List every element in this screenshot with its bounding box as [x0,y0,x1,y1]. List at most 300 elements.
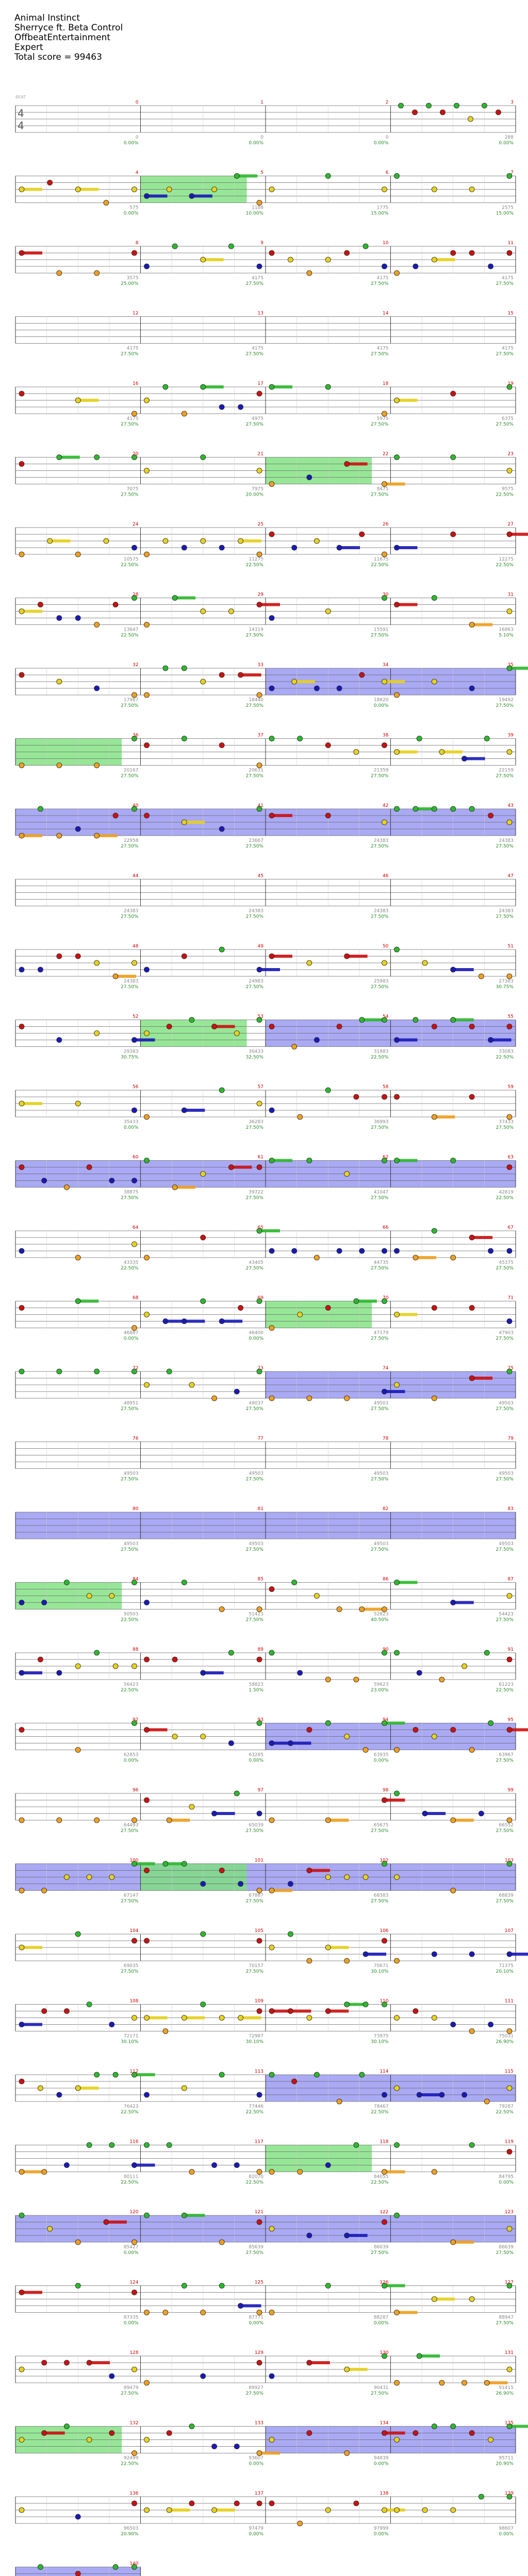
measure-score: 15591 [373,627,389,633]
measure-multiplier: 27.50% [245,2250,263,2256]
measure-multiplier: 27.50% [496,1828,514,1834]
measure-score: 64493 [123,1823,139,1828]
measure-number: 76 [133,1436,139,1442]
note-gem [413,2431,418,2436]
measure-score: 21359 [373,768,389,773]
measure-multiplier: 22.50% [371,2110,389,2115]
note-gem [257,1811,262,1816]
measure-number: 89 [257,1647,263,1652]
note-gem [394,2213,400,2218]
measure-multiplier: 0.00% [499,2180,514,2185]
sustain-tail [397,1581,418,1584]
note-gem [94,455,100,460]
note-gem [359,2072,365,2077]
note-gem [19,391,24,396]
note-gem [382,743,387,748]
note-gem [359,672,365,677]
note-gem [257,763,262,768]
measure-score: 37433 [499,1120,514,1125]
measure-score: 49503 [123,1541,139,1547]
note-gem [469,1094,474,1099]
measure-multiplier: 27.50% [371,1406,389,1412]
note-gem [269,250,274,256]
measure-number: 52 [133,1014,139,1020]
sustain-tail [147,195,168,198]
note-gem [109,1178,114,1183]
sustain-tail [434,2298,455,2301]
note-gem [469,2297,474,2302]
note-gem [228,1650,234,1655]
measure-multiplier: 27.50% [496,1406,514,1412]
note-gem [75,1931,80,1937]
measure-multiplier: 0.00% [249,2320,263,2326]
measure-multiplier: 27.50% [496,1477,514,1482]
note-gem [144,2015,150,2021]
measure-number: 126 [380,2280,389,2285]
measure-score: 7975 [252,486,263,492]
note-gem [19,2079,24,2084]
note-gem [19,1888,24,1893]
note-gem [307,1158,312,1163]
sustain-tail [472,623,492,626]
note-gem [189,1382,194,1387]
measure-score: 3575 [126,276,139,281]
note-gem [19,552,24,557]
measure-multiplier: 27.50% [121,914,139,920]
note-gem [87,1875,92,1880]
note-gem [451,455,456,460]
measure-number: 51 [507,944,514,949]
measure-score: 19492 [499,698,514,703]
measure-number: 40 [133,803,139,808]
measure-multiplier: 0.00% [373,2461,389,2467]
note-gem [144,264,150,269]
measure-number: 21 [257,451,263,457]
measure-score: 79287 [499,2104,514,2109]
note-gem [269,2072,274,2077]
note-gem [413,1727,418,1733]
measure-number: 17 [257,381,263,386]
sustain-tail [509,1728,528,1732]
measure-multiplier: 15.00% [496,211,514,216]
note-gem [478,2494,484,2499]
note-gem [307,2233,312,2238]
sustain-tail [328,1946,349,1949]
note-gem [238,1882,243,1887]
note-gem [201,1931,206,1937]
measure-multiplier: 27.50% [496,1266,514,1271]
measure-number: 120 [129,2210,139,2215]
measure-multiplier: 27.50% [245,1477,263,1482]
note-gem [469,1235,474,1240]
measure-score: 77446 [249,2104,263,2109]
measure-score: 49037 [249,1401,263,1406]
note-gem [219,1607,224,1612]
staff-row [15,596,516,628]
note-gem [325,174,331,179]
measure-number: 48 [133,944,139,949]
note-gem [325,2163,331,2168]
note-gem [132,2290,137,2295]
sustain-tail [347,955,368,958]
note-gem [363,244,368,249]
note-gem [113,602,118,607]
note-gem [144,813,150,818]
note-gem [432,596,437,601]
note-gem [507,1818,512,1823]
sustain-tail [309,2361,330,2364]
measure-multiplier: 27.50% [121,985,139,990]
note-gem [307,1958,312,1963]
measure-score: 7075 [126,486,139,492]
note-gem [42,2431,47,2436]
note-gem [307,1396,312,1401]
note-gem [325,1818,331,1823]
measure-number: 130 [380,2350,389,2355]
measure-number: 13 [257,311,263,316]
note-gem [87,1165,92,1170]
note-gem [57,2092,62,2097]
measure-multiplier: 27.50% [245,2391,263,2396]
note-gem [394,2310,400,2315]
note-gem [257,2219,262,2225]
note-gem [219,545,224,550]
measure-score: 6375 [502,416,514,421]
note-gem [144,1868,150,1873]
measure-multiplier: 27.50% [371,1477,389,1482]
sustain-tail [472,1236,492,1239]
measure-number: 97 [257,1788,263,1793]
note-gem [75,1255,80,1260]
note-gem [144,1382,150,1387]
measure-score: 4175 [252,276,263,281]
sustain-tail [385,680,405,683]
note-gem [382,1389,387,1394]
note-gem [507,250,512,256]
staff-row [15,174,516,206]
measure-score: 4175 [252,346,263,351]
note-gem [144,1798,150,1803]
measure-score: 20631 [249,768,263,773]
note-gem [292,545,297,550]
note-gem [314,1594,319,1599]
note-gem [337,686,342,691]
measure-score: 4975 [252,416,263,421]
measure-multiplier: 27.50% [121,1547,139,1552]
note-gem [307,1868,312,1873]
note-gem [382,1248,387,1253]
note-gem [432,187,437,192]
sustain-tail [385,1799,405,1802]
note-gem [219,672,224,677]
note-gem [451,967,456,972]
note-gem [363,1875,368,1880]
measure-multiplier: 27.50% [371,1266,389,1271]
measure-score: 18440 [249,698,263,703]
song-difficulty: Expert [14,42,43,53]
measure-number: 50 [383,944,389,949]
measure-multiplier: 27.50% [245,985,263,990]
note-gem [298,736,303,741]
measure-number: 113 [254,2069,263,2074]
note-gem [144,692,150,698]
note-gem [64,1185,69,1190]
note-gem [132,187,137,192]
note-gem [132,250,137,256]
note-gem [394,1038,400,1043]
measure-multiplier: 0.00% [249,1336,263,1342]
note-gem [257,1101,262,1106]
measure-number: 112 [129,2069,139,2074]
measure-score: 11675 [373,557,389,562]
note-gem [219,1319,224,1324]
note-gem [189,2170,194,2175]
measure-multiplier: 0.00% [123,2250,139,2256]
note-gem [257,1888,262,1893]
measure-score: 67147 [123,1893,139,1899]
measure-score: 51423 [249,1612,263,1617]
note-gem [257,1607,262,1612]
note-gem [359,1248,365,1253]
measure-score: 24983 [249,979,263,984]
note-gem [507,468,512,473]
measure-multiplier: 0.00% [123,1336,139,1342]
song-title: Animal Instinct [14,13,80,23]
note-gem [451,1600,456,1605]
measure-multiplier: 32.50% [245,1055,263,1060]
note-gem [269,616,274,621]
measure-score: 85427 [123,2245,139,2250]
measure-score: 12275 [499,557,514,562]
sustain-tail [416,1256,436,1259]
measure-multiplier: 27.50% [245,1969,263,1974]
note-gem [439,750,444,755]
note-gem [201,384,206,389]
note-gem [201,2310,206,2315]
measure-multiplier: 22.50% [245,563,263,568]
measure-score: 14319 [249,627,263,633]
note-gem [94,763,100,768]
note-gem [344,954,350,959]
note-gem [394,602,400,607]
sustain-tail [272,1889,292,1892]
note-gem [344,1734,350,1739]
sustain-tail [339,546,360,549]
note-gem [257,2170,262,2175]
note-gem [478,1811,484,1816]
note-gem [19,1024,24,1029]
measure-score: 23667 [249,838,263,843]
note-gem [432,2015,437,2021]
note-gem [432,1952,437,1957]
sustain-tail [347,2234,368,2237]
note-gem [422,960,427,965]
measure-score: 59623 [373,1682,389,1687]
sustain-tail [491,1039,512,1042]
measure-multiplier: 27.50% [245,844,263,849]
measure-number: 140 [129,2561,139,2567]
measure-score: 288 [504,135,514,140]
note-gem [292,1044,297,1049]
note-gem [432,806,437,811]
note-gem [75,954,80,959]
note-gem [42,1888,47,1893]
sustain-tail [385,483,405,486]
measure-score: 68383 [373,1893,389,1899]
note-gem [412,110,418,115]
note-gem [19,1306,24,1311]
note-gem [507,820,512,825]
measure-multiplier: 27.50% [245,1828,263,1834]
sustain-tail [434,258,455,261]
note-gem [269,1248,274,1253]
measure-multiplier: 26.90% [496,2391,514,2396]
staff-row [15,806,516,838]
measure-multiplier: 27.50% [496,2250,514,2256]
note-gem [507,1657,512,1662]
sustain-tail [509,533,528,536]
measure-multiplier: 0.00% [249,2532,263,2537]
note-gem [439,2092,444,2097]
measure-score: 88287 [373,2315,389,2320]
measure-multiplier: 27.50% [121,422,139,427]
measure-number: 12 [133,311,139,316]
measure-multiplier: 27.50% [121,2391,139,2396]
staff-row [15,2353,516,2385]
measure-score: 70671 [373,1963,389,1969]
note-gem [292,1248,297,1253]
measure-multiplier: 22.50% [496,1195,514,1201]
sustain-tail [22,1946,42,1949]
measure-multiplier: 27.50% [371,633,389,638]
note-gem [104,538,109,544]
measure-multiplier: 22.50% [496,2110,514,2115]
measure-multiplier: 0.00% [373,2320,389,2326]
note-gem [468,116,473,122]
note-gem [344,462,350,467]
note-gem [451,2022,456,2027]
note-gem [144,2380,150,2385]
note-gem [325,1721,331,1726]
note-gem [144,2213,150,2218]
note-gem [288,1931,293,1937]
staff-row [15,2424,528,2456]
sustain-tail [147,1728,168,1732]
note-gem [94,270,100,276]
measure-number: 127 [504,2280,514,2285]
measure-number: 129 [254,2350,263,2355]
note-gem [488,813,493,818]
sustain-tail [272,814,292,817]
measure-multiplier: 5.10% [499,633,514,638]
note-gem [182,1861,187,1867]
note-gem [269,1888,274,1893]
note-gem [292,1580,297,1585]
measure-number: 108 [129,1998,139,2004]
measure-multiplier: 27.50% [121,1969,139,1974]
note-gem [394,2380,400,2385]
measure-score: 85639 [249,2245,263,2250]
note-gem [167,1024,172,1029]
staff-row [15,384,516,416]
note-gem [344,2002,350,2007]
sustain-tail [44,2432,65,2435]
note-gem [298,1114,303,1120]
note-gem [94,1369,100,1374]
note-gem [451,2424,456,2429]
note-gem [238,538,243,544]
note-gem [488,1248,493,1253]
measure-score: 84795 [499,2174,514,2180]
note-gem [440,110,446,115]
measure-number: 121 [254,2210,263,2215]
note-gem [314,1255,319,1260]
note-gem [75,1748,80,1753]
sustain-tail [272,955,292,958]
measure-number: 122 [380,2210,389,2215]
note-gem [382,552,387,557]
measure-multiplier: 15.00% [371,211,389,216]
note-gem [38,806,43,811]
note-gem [325,609,331,614]
note-gem [144,743,150,748]
staff-row [15,666,528,698]
note-gem [257,391,262,396]
measure-multiplier: 20.90% [496,2461,514,2467]
note-gem [417,736,422,741]
sustain-tail [385,1390,405,1393]
sustain-tail [22,2291,42,2294]
note-gem [484,2380,489,2385]
measure-number: 105 [254,1928,263,1934]
measure-multiplier: 27.50% [245,1266,263,1271]
tempo-label: BEAT [15,95,26,99]
note-gem [269,1741,274,1746]
measure-number: 133 [254,2420,263,2426]
measure-number: 117 [254,2139,263,2145]
note-gem [19,2367,24,2372]
note-gem [132,2015,137,2021]
note-gem [432,257,437,262]
note-gem [288,1741,293,1746]
measure-multiplier: 20.10% [496,1969,514,1974]
note-gem [469,2029,474,2034]
note-gem [257,2501,262,2506]
staff-row [15,2283,516,2315]
note-gem [57,1369,62,1374]
measure-number: 65 [257,1225,263,1230]
measure-number: 78 [383,1436,389,1442]
note-gem [469,1952,474,1957]
measure-multiplier: 22.50% [121,633,139,638]
measure-multiplier: 27.50% [371,1828,389,1834]
measure-number: 138 [380,2491,389,2496]
note-gem [212,2163,217,2168]
sustain-tail [397,399,418,402]
measure-score: 86639 [499,2245,514,2250]
note-gem [75,187,80,192]
measure-multiplier: 27.50% [121,1406,139,1412]
sustain-tail [397,1159,418,1162]
note-gem [19,2437,24,2443]
measure-multiplier: 0.00% [373,703,389,708]
sustain-tail [214,1812,235,1815]
note-gem [19,833,24,838]
note-gem [75,1101,80,1106]
measure-multiplier: 27.50% [245,351,263,357]
measure-multiplier: 0.00% [249,141,263,146]
measure-number: 115 [504,2069,514,2074]
